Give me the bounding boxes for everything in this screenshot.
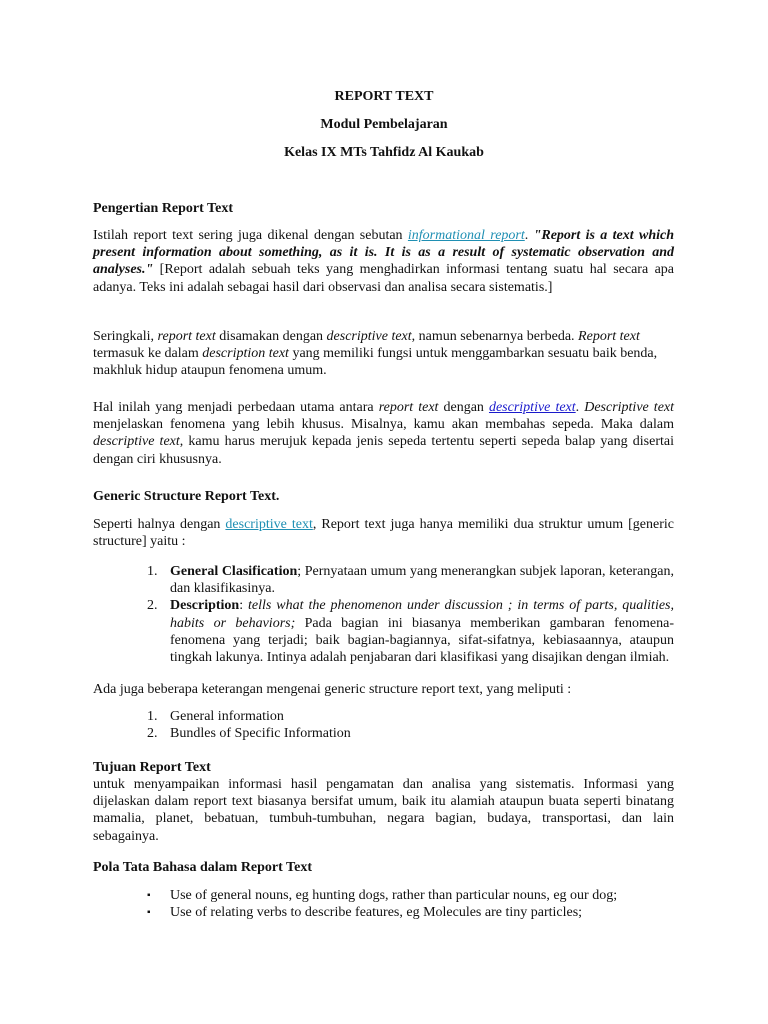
class-line: Kelas IX MTs Tahfidz Al Kaukab [284,145,484,160]
generic-structure-list [93,563,674,666]
text-span: . [524,228,534,243]
paragraph-tujuan: untuk menyampaikan informasi hasil pengamatan dan analisa yang sistematis. Informasi yang dijelaskan dalam report text biasanya bersifat umum, baik itu alamiah ataupun buata seperti binatang mamalia, planet, bebatuan, tumbuh-tumbuhan, negara bagian, budaya, transportasi, dan lain sebagainya. [93,777,674,844]
section-heading-pengertian: Pengertian Report Text [93,201,233,216]
italic-span: report text [157,329,216,344]
list-text: Bundles of Specific Information [170,726,351,742]
italic-span: Report text [578,329,640,344]
text-span: dengan [438,400,489,415]
text-span: menjelaskan fenomena yang lebih khusus. Misalnya, kamu akan membahas sepeda. Maka dalam [93,417,674,433]
list-term: Description [170,598,240,614]
list-item [93,904,674,921]
text-span: termasuk ke dalam [93,346,203,362]
list-term: General Clasification [170,564,298,579]
descriptive-text-link[interactable]: descriptive text [488,400,576,415]
italic-span: tells what the phenomenon under discussion ; in terms of parts, qualities, habits or behaviors; [170,598,675,631]
paragraph-pengertian-2 [93,328,674,380]
text-span: Hal inilah yang menjadi perbedaan utama antara [93,400,379,415]
informational-report-link[interactable]: informational report [407,228,525,243]
list-number: 2. [147,598,158,614]
italic-span: report text [378,400,439,415]
list-text: Use of relating verbs to describe features, eg Molecules are tiny particles; [170,905,583,921]
list-item [93,887,674,904]
text-span: : [239,598,249,614]
paragraph-pengertian-1 [93,227,674,296]
descriptive-text-link-2[interactable]: descriptive text [225,517,313,532]
text-span: , Report text juga hanya memiliki dua struktur umum [generic structure] yaitu : [93,517,674,550]
bullet-icon: ▪ [147,890,151,901]
text-span: Pada bagian ini biasanya memberikan gambaran fenomena-fenomena yang terjadi; baik bagian-bagiannya, sifat-sifatnya, kebiasaannya, ataupun tingkah lakunya. Intinya adalah penjabaran dari klasifikasi yang disajikan dengan ilmiah. [170,615,674,666]
list-text: Use of general nouns, eg hunting dogs, rather than particular nouns, eg our dog; [170,888,618,903]
document-subtitle: Modul Pembelajaran [320,117,448,132]
italic-span: Descriptive text [584,400,675,415]
bullet-icon: ▪ [147,907,151,919]
text-span: Istilah report text sering juga dikenal dengan sebutan [93,228,408,243]
text-span: ; Pernyataan umum yang menerangkan subjek laporan, keterangan, dan klasifikasinya. [170,564,674,597]
italic-span: descriptive text [93,434,180,450]
text-span: yang memiliki fungsi untuk menggambarkan sesuatu baik benda, makhluk hidup ataupun fenomena umum. [93,346,658,379]
document-title: REPORT TEXT [334,89,434,104]
text-span: disamakan dengan [215,329,327,344]
text-span: , kamu harus merujuk kepada jenis sepeda tertentu seperti sepeda balap yang disertai dengan ciri khususnya. [93,434,674,467]
keterangan-list [93,708,674,742]
text-span: Seringkali, [93,329,158,344]
italic-span: description text [202,346,289,362]
section-heading-generic-structure: Generic Structure Report Text. [93,489,280,504]
grammar-pattern-list [93,887,674,921]
paragraph-pengertian-3 [93,399,674,468]
list-item [93,597,674,666]
section-heading-tujuan: Tujuan Report Text [93,760,211,775]
text-span: [Report adalah sebuah teks yang menghadirkan informasi tentang suatu hal secara apa adanya. Teks ini adalah sebagai hasil dari observasi dan analisa secara sistematis.] [93,262,674,295]
text-span: Seperti halnya dengan [93,517,226,532]
list-number: 1. [147,564,158,579]
report-definition-quote: "Report is a text which present information about something, as it is. It is as a result of systematic observation and analyses." [93,228,675,278]
list-item [93,708,674,725]
list-item [93,725,674,742]
paragraph-keterangan: Ada juga beberapa keterangan mengenai generic structure report text, yang meliputi : [93,682,572,697]
list-text: General information [170,709,284,724]
list-number: 1. [147,709,158,724]
section-heading-pola-tata-bahasa: Pola Tata Bahasa dalam Report Text [93,860,312,875]
list-number: 2. [147,726,158,742]
list-item [93,563,674,597]
italic-span: descriptive text [326,329,412,344]
text-span: . [575,400,585,415]
paragraph-generic-structure [93,516,674,550]
text-span: , namun sebenarnya berbeda. [411,329,579,344]
